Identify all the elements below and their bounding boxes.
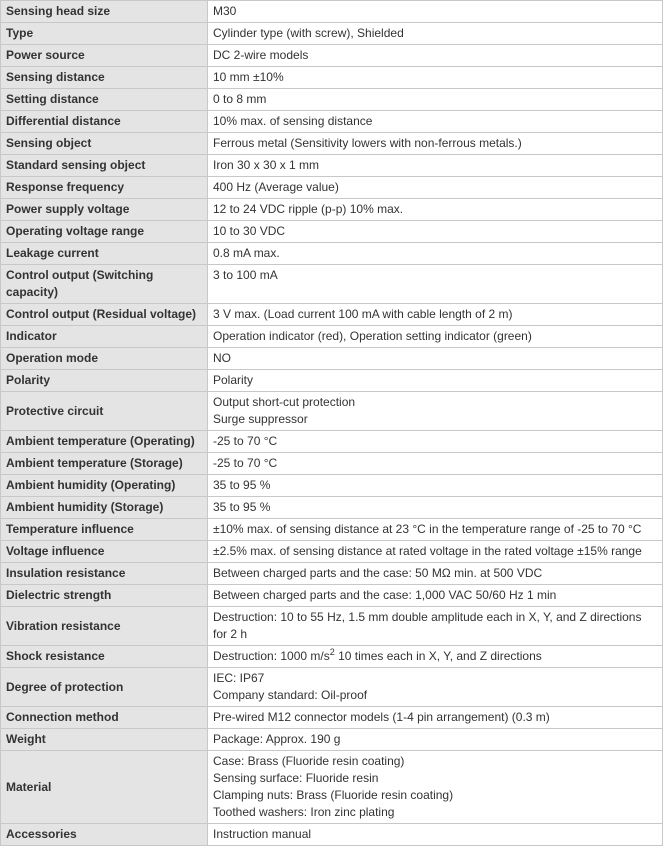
spec-value-line: 3 to 100 mA — [213, 268, 278, 282]
spec-value — [208, 348, 663, 370]
table-row — [1, 133, 663, 155]
spec-value — [208, 519, 663, 541]
spec-label: Ambient humidity (Operating) — [1, 475, 208, 497]
table-row — [1, 243, 663, 265]
spec-value-line: 0 to 8 mm — [213, 92, 267, 106]
spec-value — [208, 177, 663, 199]
spec-value — [208, 751, 663, 824]
spec-value-line: Ferrous metal (Sensitivity lowers with non-ferrous metals.) — [213, 136, 522, 150]
table-row — [1, 475, 663, 497]
spec-table-body — [1, 1, 663, 846]
spec-value — [208, 1, 663, 23]
spec-label: Insulation resistance — [1, 563, 208, 585]
table-row — [1, 431, 663, 453]
spec-label: Temperature influence — [1, 519, 208, 541]
spec-value — [208, 475, 663, 497]
spec-value-line: 10 to 30 VDC — [213, 224, 286, 238]
spec-label: Operation mode — [1, 348, 208, 370]
spec-value — [208, 326, 663, 348]
spec-value — [208, 89, 663, 111]
table-row — [1, 563, 663, 585]
spec-label: Degree of protection — [1, 668, 208, 707]
spec-value-line: Surge suppressor — [213, 412, 308, 426]
spec-value-line: 10% max. of sensing distance — [213, 114, 373, 128]
table-row — [1, 607, 663, 646]
table-row — [1, 585, 663, 607]
spec-label: Power supply voltage — [1, 199, 208, 221]
spec-value — [208, 23, 663, 45]
table-row — [1, 646, 663, 668]
spec-label: Leakage current — [1, 243, 208, 265]
spec-value-text: Destruction: 1000 m/s — [213, 649, 330, 663]
spec-value — [208, 133, 663, 155]
table-row — [1, 155, 663, 177]
spec-value-line: DC 2-wire models — [213, 48, 309, 62]
table-row — [1, 370, 663, 392]
spec-value — [208, 646, 663, 668]
spec-label: Vibration resistance — [1, 607, 208, 646]
spec-value-line: Sensing surface: Fluoride resin — [213, 771, 379, 785]
spec-value-line: Operation indicator (red), Operation setting indicator (green) — [213, 329, 532, 343]
spec-label: Dielectric strength — [1, 585, 208, 607]
spec-value — [208, 265, 663, 304]
spec-value — [208, 392, 663, 431]
spec-label: Response frequency — [1, 177, 208, 199]
spec-value-line: 35 to 95 % — [213, 478, 271, 492]
spec-value-line: Package: Approx. 190 g — [213, 732, 341, 746]
table-row — [1, 221, 663, 243]
spec-value — [208, 243, 663, 265]
table-row — [1, 111, 663, 133]
spec-value — [208, 155, 663, 177]
spec-value — [208, 563, 663, 585]
spec-value — [208, 541, 663, 563]
spec-value — [208, 370, 663, 392]
table-row — [1, 199, 663, 221]
table-row — [1, 729, 663, 751]
table-row — [1, 541, 663, 563]
spec-value — [208, 607, 663, 646]
spec-value-line: Cylinder type (with screw), Shielded — [213, 26, 404, 40]
spec-label: Operating voltage range — [1, 221, 208, 243]
spec-label: Weight — [1, 729, 208, 751]
spec-value-line: NO — [213, 351, 231, 365]
spec-value-line: 400 Hz (Average value) — [213, 180, 339, 194]
spec-value — [208, 824, 663, 846]
spec-value — [208, 707, 663, 729]
spec-label: Sensing distance — [1, 67, 208, 89]
table-row — [1, 707, 663, 729]
spec-value-line: 3 V max. (Load current 100 mA with cable length of 2 m) — [213, 307, 513, 321]
spec-value-line: Polarity — [213, 373, 254, 387]
table-row — [1, 304, 663, 326]
spec-value-line: Between charged parts and the case: 50 MΩ min. at 500 VDC — [213, 566, 543, 580]
table-row — [1, 326, 663, 348]
table-row — [1, 453, 663, 475]
spec-label: Control output (Switching capacity) — [1, 265, 208, 304]
spec-value — [208, 431, 663, 453]
table-row — [1, 23, 663, 45]
table-row — [1, 348, 663, 370]
spec-label: Standard sensing object — [1, 155, 208, 177]
spec-value-line: 12 to 24 VDC ripple (p-p) 10% max. — [213, 202, 404, 216]
table-row — [1, 519, 663, 541]
spec-value-line: Iron 30 x 30 x 1 mm — [213, 158, 320, 172]
spec-value-line: -25 to 70 °C — [213, 456, 278, 470]
spec-label: Ambient temperature (Operating) — [1, 431, 208, 453]
spec-value-line: Destruction: 10 to 55 Hz, 1.5 mm double amplitude each in X, Y, and Z directions for 2 h — [213, 610, 642, 641]
spec-label: Shock resistance — [1, 646, 208, 668]
table-row — [1, 751, 663, 824]
spec-value — [208, 111, 663, 133]
spec-label: Material — [1, 751, 208, 824]
spec-value-line: Toothed washers: Iron zinc plating — [213, 805, 395, 819]
spec-value — [208, 45, 663, 67]
spec-value-line: Between charged parts and the case: 1,000 VAC 50/60 Hz 1 min — [213, 588, 557, 602]
spec-value-line: 35 to 95 % — [213, 500, 271, 514]
spec-label: Differential distance — [1, 111, 208, 133]
spec-label: Sensing object — [1, 133, 208, 155]
spec-label: Voltage influence — [1, 541, 208, 563]
table-row — [1, 45, 663, 67]
spec-value — [208, 453, 663, 475]
spec-value-line: ±10% max. of sensing distance at 23 °C in the temperature range of -25 to 70 °C — [213, 522, 642, 536]
spec-label: Connection method — [1, 707, 208, 729]
spec-label: Protective circuit — [1, 392, 208, 431]
spec-value-line: Company standard: Oil-proof — [213, 688, 368, 702]
spec-value-line: M30 — [213, 4, 237, 18]
spec-value — [208, 199, 663, 221]
spec-value — [208, 668, 663, 707]
table-row — [1, 392, 663, 431]
spec-value-superscript: 2 — [329, 647, 335, 657]
spec-value-line: ±2.5% max. of sensing distance at rated voltage in the rated voltage ±15% range — [213, 544, 642, 558]
spec-value-line: 0.8 mA max. — [213, 246, 280, 260]
spec-value-text: 10 times each in X, Y, and Z directions — [334, 649, 542, 663]
spec-label: Setting distance — [1, 89, 208, 111]
spec-label: Ambient temperature (Storage) — [1, 453, 208, 475]
spec-label: Ambient humidity (Storage) — [1, 497, 208, 519]
spec-value-line: Case: Brass (Fluoride resin coating) — [213, 754, 405, 768]
spec-label: Power source — [1, 45, 208, 67]
spec-value-line: IEC: IP67 — [213, 671, 265, 685]
table-row — [1, 1, 663, 23]
table-row — [1, 89, 663, 111]
spec-value-line: Output short-cut protection — [213, 395, 356, 409]
spec-value-line: -25 to 70 °C — [213, 434, 278, 448]
spec-label: Control output (Residual voltage) — [1, 304, 208, 326]
spec-value — [208, 304, 663, 326]
spec-value — [208, 497, 663, 519]
spec-value-line: 10 mm ±10% — [213, 70, 284, 84]
spec-value — [208, 67, 663, 89]
spec-value-line: Pre-wired M12 connector models (1-4 pin arrangement) (0.3 m) — [213, 710, 550, 724]
spec-value — [208, 585, 663, 607]
spec-label: Indicator — [1, 326, 208, 348]
spec-value — [208, 729, 663, 751]
spec-value-line: Clamping nuts: Brass (Fluoride resin coating) — [213, 788, 454, 802]
table-row — [1, 67, 663, 89]
spec-value-line: Instruction manual — [213, 827, 312, 841]
spec-value — [208, 221, 663, 243]
table-row — [1, 668, 663, 707]
table-row — [1, 497, 663, 519]
spec-label: Polarity — [1, 370, 208, 392]
spec-label: Sensing head size — [1, 1, 208, 23]
spec-label: Type — [1, 23, 208, 45]
table-row — [1, 177, 663, 199]
spec-label: Accessories — [1, 824, 208, 846]
table-row — [1, 265, 663, 304]
table-row — [1, 824, 663, 846]
